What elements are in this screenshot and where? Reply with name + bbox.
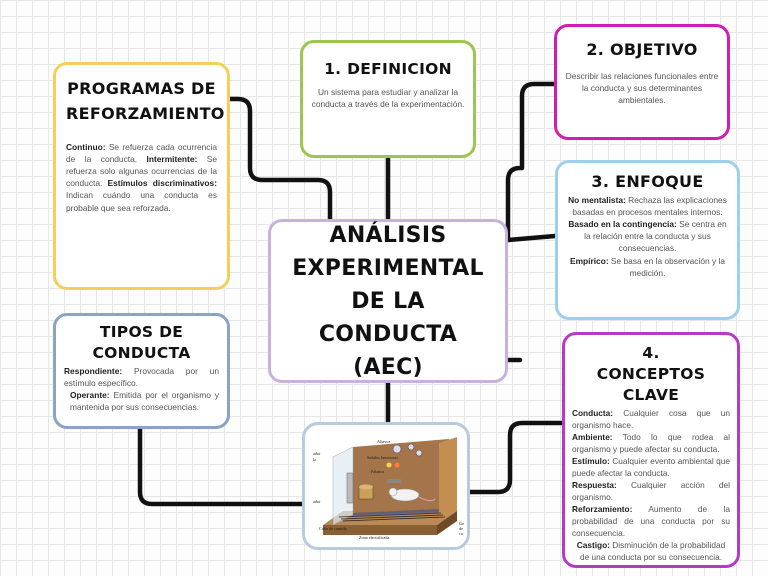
concepto-item: Reforzamiento: Aumento de la probabilidad de una conducta por su consecuencia.: [572, 503, 730, 538]
main-topic-card: [268, 219, 508, 383]
objetivo-card: [554, 24, 730, 140]
concepto-item: Ambiente: Todo lo que rodea al organismo y puede afectar su conducta.: [572, 431, 730, 454]
main-title: ANÁLISIS EXPERIMENTAL DE LA CONDUCTA (AEC): [292, 222, 484, 380]
conceptos-card: [562, 332, 740, 568]
definicion-text: Un sistema para estudiar y analizar la conducta a través de la experimentación.: [311, 86, 465, 110]
objetivo-title: 2. OBJETIVO: [586, 40, 698, 59]
definicion-card: [300, 40, 476, 158]
label-left2: ador: [313, 499, 321, 504]
programas-title: PROGRAMAS DE REFORZAMIENTO: [66, 79, 225, 123]
label-right2: de: [459, 526, 463, 531]
conceptos-list: [572, 407, 730, 563]
conceptos-title: 4. CONCEPTOS CLAVE: [596, 344, 706, 404]
concepto-item: Conducta: Cualquier cosa que un organismo hace.: [572, 407, 730, 430]
tipos-list: [64, 365, 219, 414]
connector-conceptos: [470, 423, 562, 492]
enfoque-card: [555, 160, 740, 320]
label-senales: Señales luminosas: [367, 455, 398, 460]
concepto-item: Castigo: Disminución de la probabilidad de una conducta por su consecuencia.: [576, 539, 726, 562]
tipo-item: Operante: Emitida por el organismo y mantenida por sus consecuencias.: [70, 390, 219, 413]
enfoque-item: Basado en la contingencia: Se centra en la relación entre la conducta y sus consecuencias.: [568, 218, 727, 254]
skinner-box-illustration: [302, 422, 470, 550]
concepto-item: Estímulo: Cualquier evento ambiental que puede afectar la conducta.: [572, 455, 730, 478]
programas-list: [66, 141, 217, 214]
label-right1: Ge: [459, 521, 464, 526]
concepto-item: Respuesta: Cualquier acción del organismo.: [572, 479, 730, 502]
label-cubo: Cubo de comida: [319, 526, 347, 531]
label-left1b: la: [313, 457, 317, 462]
label-right3: co: [459, 531, 463, 536]
tipos-title: TIPOS DE CONDUCTA: [92, 323, 191, 362]
tipos-card: [53, 313, 230, 429]
enfoque-item: Empírico: Se basa en la observación y la medición.: [569, 255, 726, 278]
programa-item: Continuo: Se refuerza cada ocurrencia de la conducta. Intermitente: Se refuerza solo algunas ocurrencias de la conducta. Estímulos discriminativos: Indican cuándo una conducta es probable que sea reforzada.: [66, 141, 217, 213]
objetivo-text: Describir las relaciones funcionales entre la conducta y sus determinantes ambientales.: [565, 70, 719, 105]
connector-tipos: [140, 429, 302, 504]
label-palanca: Palanca: [371, 469, 385, 474]
enfoque-title: 3. ENFOQUE: [591, 172, 704, 191]
enfoque-list: [566, 194, 729, 279]
programas-card: [53, 62, 230, 290]
label-zona: Zona electrificada: [359, 535, 390, 540]
skinner-box-image: [309, 429, 467, 547]
label-altavoz: Altavoz: [377, 439, 391, 444]
definicion-title: 1. DEFINICION: [324, 60, 452, 78]
connector-objetivo: [508, 84, 554, 240]
tipo-item: Respondiente: Provocada por un estímulo específico.: [64, 365, 219, 389]
connector-enfoque: [508, 236, 555, 240]
enfoque-item: No mentalista: Rechaza las explicaciones basadas en procesos mentales internos.: [568, 194, 727, 217]
label-left1: ador: [313, 451, 321, 456]
